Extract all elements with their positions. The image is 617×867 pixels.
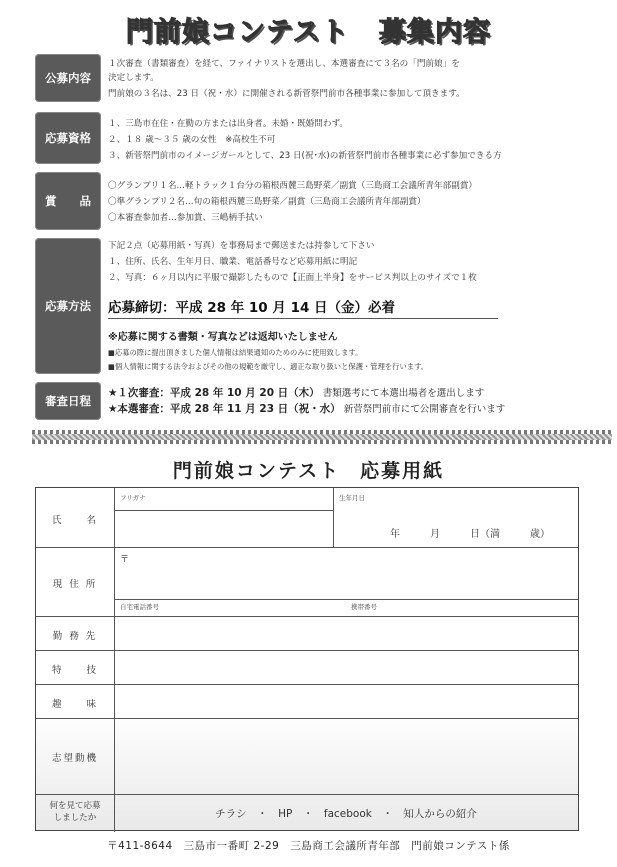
- name-label: 氏 名: [51, 515, 98, 526]
- final-review-desc: 新菅祭門前市にて公開審査を行います: [343, 404, 506, 415]
- section-label-method: 応募方法: [35, 238, 101, 374]
- method-line-2: １、住所、氏名、生年月日、職業、電話番号など応募用紙に明記: [108, 257, 358, 267]
- eligibility-line-1: １、三島市在住・在勤の方または出身者。未婚・既婚問わず。: [108, 119, 348, 129]
- birthdate-label: 生年月日: [339, 494, 365, 502]
- workplace-label: 勤 務 先: [52, 631, 98, 642]
- method-line-1: 下記２点（応募用紙・写真）を事務局まで郵送または持参して下さい: [108, 241, 375, 251]
- method-line-3: ２、写真：６ヶ月以内に平服で撮影したもので【正面上半身】をサービス判以上のサイズで１枚: [108, 273, 477, 283]
- privacy-note-2: ■個人情報に関する法令およびその他の規範を厳守し、適正な取り扱いと保護・管理を行います。: [108, 362, 429, 371]
- source-label: [36, 800, 114, 824]
- section-label-eligibility: 応募資格: [35, 112, 101, 164]
- page-title-main: 門前娘コンテスト: [126, 17, 349, 48]
- mobile-phone-label: 携帯番号: [351, 603, 377, 611]
- no-return-note: ※応募に関する書類・写真などは返却いたしません: [108, 332, 338, 343]
- final-review-date: ★本選審査：平成 28 年 11 月 23 日（祝・水）: [108, 403, 341, 415]
- furigana-label: フリガナ: [120, 494, 146, 502]
- form-title-sub: 応募用紙: [360, 460, 445, 482]
- postal-mark: 〒: [120, 555, 130, 565]
- application-deadline: 応募締切：平成 28 年 10 月 14 日（金）必着: [108, 296, 498, 319]
- first-review-desc: 書類選考にて本選出場者を選出します: [322, 388, 485, 399]
- skills-label: 特 技: [51, 665, 98, 676]
- home-phone-label: 自宅電話番号: [120, 603, 159, 611]
- recruit-line-2: 決定します。: [108, 73, 159, 83]
- section-label-recruit: 公募内容: [35, 54, 101, 102]
- section-divider: [32, 430, 612, 444]
- section-label-prizes: 賞 品: [35, 172, 101, 230]
- recruit-line-3: 門前娘の３名は、23 日（祝・水）に開催される新菅祭門前市各種事業に参加して頂きます。: [108, 89, 465, 99]
- form-title: [0, 456, 617, 483]
- source-label-line-2: しましたか: [53, 813, 97, 823]
- footer-address: 〒411-8644 三島市一番町 2-29 三島商工会議所青年部 門前娘コンテスト係: [107, 840, 510, 852]
- prize-line-2: 〇準グランプリ２名…旬の箱根西麓三島野菜／副賞（三島商工会議所青年部副賞）: [108, 197, 426, 207]
- eligibility-line-3: ３、新菅祭門前市のイメージガールとして、23 日(祝･水)の新菅祭門前市各種事業に必ず参加できる方: [108, 151, 502, 161]
- final-review: [108, 402, 505, 417]
- page-title: [0, 10, 617, 49]
- prize-line-3: 〇本審査参加者…参加賞、三嶋柄手拭い: [108, 213, 263, 223]
- privacy-note-1: ■応募の際に提出頂きました個人情報は結果通知のためのみに使用致します。: [108, 348, 363, 357]
- hobby-label: 趣 味: [51, 699, 98, 710]
- source-label-line-1: 何を見て応募: [49, 801, 101, 811]
- section-label-schedule: 審査日程: [35, 382, 101, 420]
- eligibility-line-2: ２、１８ 歳～３５ 歳の女性 ※高校生不可: [108, 135, 276, 145]
- motivation-label: 志望動機: [51, 753, 98, 764]
- name-field[interactable]: [120, 510, 330, 546]
- recruit-line-1: １次審査（書類審査）を経て、ファイナリストを選出し、本選審査にて３名の「門前娘」を: [108, 59, 460, 69]
- form-title-main: 門前娘コンテスト: [172, 460, 341, 482]
- application-form: [35, 487, 579, 831]
- first-review: [108, 386, 484, 401]
- prize-line-1: 〇グランプリ１名…軽トラック１台分の箱根西麓三島野菜／副賞（三島商工会議所青年部副賞）: [108, 181, 478, 191]
- address-label: 現 住 所: [52, 579, 98, 590]
- birthdate-field[interactable]: 年 月 日（満 歳）: [390, 529, 550, 540]
- page-title-sub: 募集内容: [378, 17, 491, 48]
- first-review-date: ★１次審査：平成 28 年 10 月 20 日（木）: [108, 387, 320, 399]
- source-options[interactable]: チラシ ・ HP ・ facebook ・ 知人からの紹介: [215, 808, 477, 820]
